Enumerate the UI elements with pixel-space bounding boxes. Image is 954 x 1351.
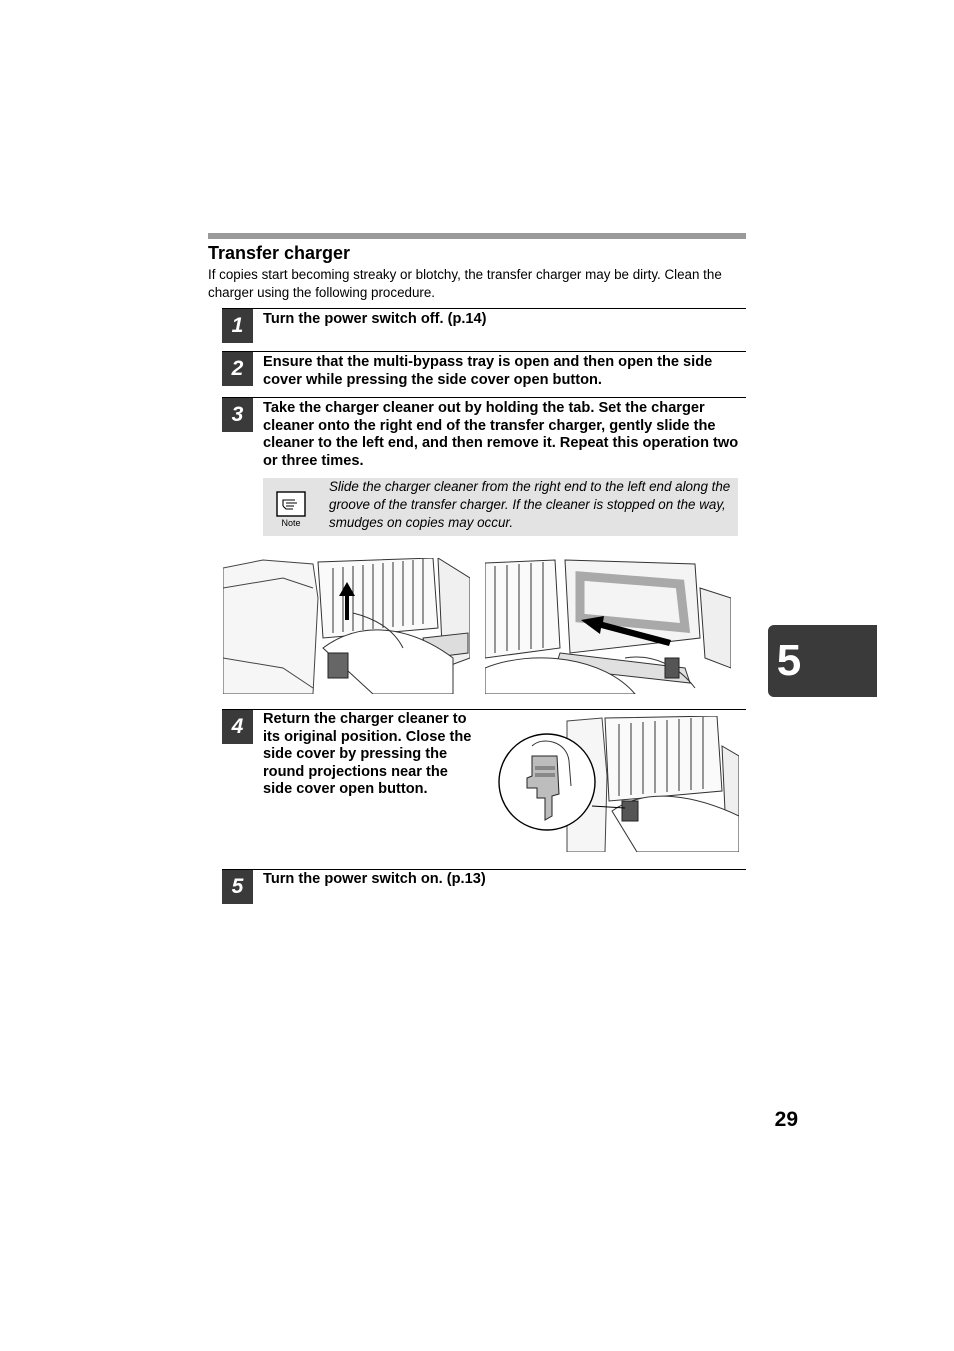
page-number: 29 bbox=[774, 1108, 798, 1131]
step-text-4: Return the charger cleaner to its original position. Close the side cover by pressing the round projections near the side cover open button. bbox=[263, 711, 472, 798]
illustration-remove-cleaner bbox=[223, 558, 470, 694]
section-intro: If copies start becoming streaky or blotchy, the transfer charger may be dirty. Clean the charger using the following procedure. bbox=[208, 267, 722, 300]
section-title: Transfer charger bbox=[208, 243, 351, 263]
step-text-5: Turn the power switch on. (p.13) bbox=[263, 871, 486, 887]
illustration-return-cleaner bbox=[497, 716, 739, 852]
step-divider bbox=[222, 308, 746, 309]
step-text-1: Turn the power switch off. (p.14) bbox=[263, 311, 487, 327]
illustration-slide-cleaner bbox=[485, 558, 731, 694]
step-divider bbox=[222, 869, 746, 870]
note-text: Slide the charger cleaner from the right end to the left end along the groove of the transfer charger. If the cleaner is stopped on the way, smudges on copies may occur. bbox=[329, 479, 731, 530]
step-text-2: Ensure that the multi-bypass tray is open and then open the side cover while pressing the side cover open button. bbox=[263, 354, 713, 388]
step-divider bbox=[222, 397, 746, 398]
step-number-3: 3 bbox=[222, 398, 253, 432]
step-divider bbox=[222, 351, 746, 352]
step-number-1: 1 bbox=[222, 309, 253, 343]
step-divider bbox=[222, 709, 746, 710]
step-number-5: 5 bbox=[222, 870, 253, 904]
section-header-bar bbox=[208, 233, 746, 239]
step-number-4: 4 bbox=[222, 710, 253, 744]
chapter-number: 5 bbox=[776, 636, 802, 685]
note-label: Note bbox=[281, 518, 301, 528]
step-number-2: 2 bbox=[222, 352, 253, 386]
step-text-3: Take the charger cleaner out by holding the tab. Set the charger cleaner onto the right end of the transfer charger, gently slide the cleaner to the left end, and then remove it. Repeat this operation two or three times. bbox=[263, 400, 739, 469]
